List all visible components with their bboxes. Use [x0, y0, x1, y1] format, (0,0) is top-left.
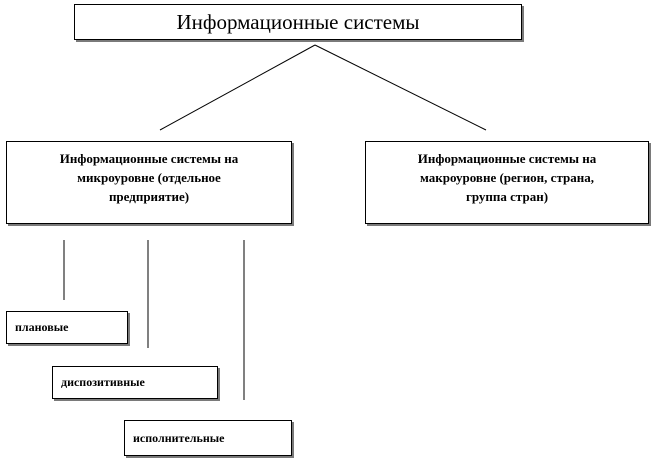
- dispositive-node: [52, 366, 218, 399]
- root-node: [74, 4, 522, 40]
- root-node-label: Информационные системы: [176, 9, 420, 34]
- executive-node: [124, 420, 292, 456]
- macro-level-node: [365, 141, 649, 224]
- connector-root-to-micro: [160, 45, 315, 130]
- macro-level-node-label: Информационные системы на макроуровне (регион, страна, группа стран): [417, 151, 597, 204]
- micro-level-node-label: Информационные системы на микроуровне (отдельное предприятие): [59, 151, 239, 204]
- micro-level-node: [6, 141, 292, 224]
- connector-root-to-macro: [315, 45, 486, 130]
- planning-node-label: плановые: [15, 320, 69, 334]
- planning-node: [6, 311, 128, 344]
- dispositive-node-label: диспозитивные: [61, 375, 145, 389]
- executive-node-label: исполнительные: [133, 430, 225, 445]
